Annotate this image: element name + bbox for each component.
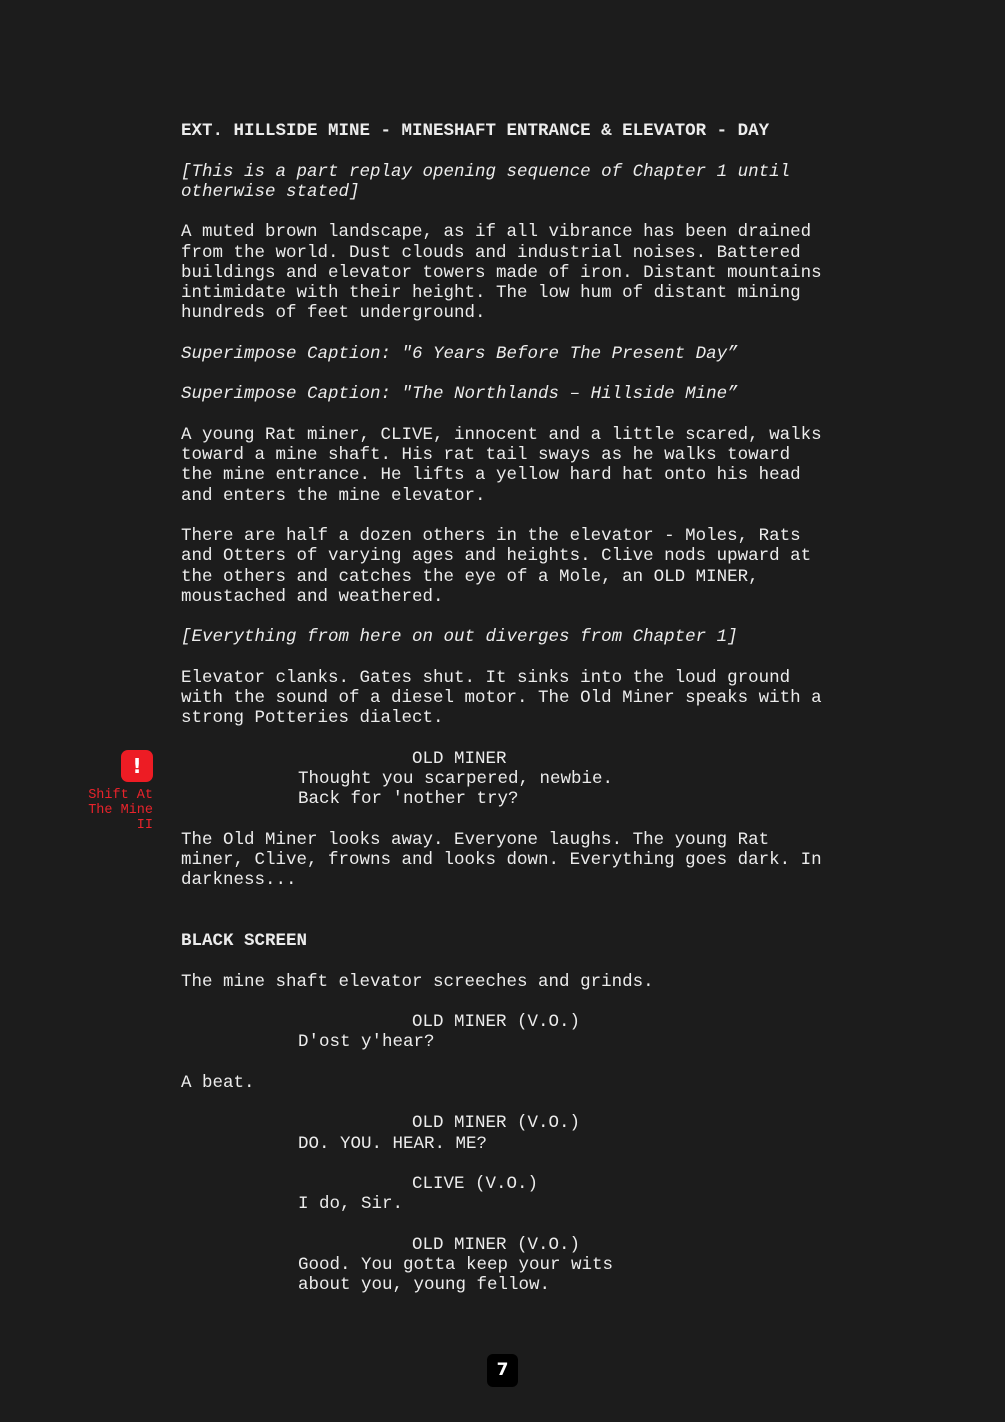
character-name: OLD MINER xyxy=(412,748,507,769)
dialogue-block xyxy=(181,749,941,810)
dialogue-line: D'ost y'hear? xyxy=(298,1032,435,1053)
caption-years-before: Superimpose Caption: "6 Years Before The Present Day” xyxy=(181,343,738,364)
margin-note[interactable] xyxy=(60,750,153,833)
dialogue-block xyxy=(181,1012,941,1053)
action-elevator: Elevator clanks. Gates shut. It sinks into the loud ground with the sound of a diesel motor. The Old Miner speaks with a strong Potteries dialect. xyxy=(181,667,822,729)
page-number: 7 xyxy=(487,1354,518,1387)
action-landscape: A muted brown landscape, as if all vibrance has been drained from the world. Dust clouds and industrial noises. Battered buildings and elevator towers made of iron. Distant mountains intimidate with their height. The low hum of distant mining hundreds of feet underground. xyxy=(181,222,822,324)
diverge-note: [Everything from here on out diverges from Chapter 1] xyxy=(181,627,738,648)
dialogue-line: Good. You gotta keep your wits about you, young fellow. xyxy=(298,1255,614,1296)
dialogue-block xyxy=(181,1174,941,1215)
script-body xyxy=(181,121,941,1316)
dialogue-block xyxy=(181,1113,941,1154)
character-name: OLD MINER (V.O.) xyxy=(412,1012,581,1032)
character-name: OLD MINER (V.O.) xyxy=(412,1113,581,1134)
margin-note-label: Shift At The Mine II xyxy=(88,788,153,833)
action-others: There are half a dozen others in the elevator - Moles, Rats and Otters of varying ages and heights. Clive nods upward at the others and catches the eye of a Mole, an OLD MINER, moustached and weathered. xyxy=(181,526,812,607)
replay-note: [This is a part replay opening sequence of Chapter 1 until otherwise stated] xyxy=(181,161,791,202)
action-beat: A beat. xyxy=(181,1072,255,1093)
action-screeches: The mine shaft elevator screeches and grinds. xyxy=(181,971,654,992)
character-name: CLIVE (V.O.) xyxy=(412,1174,539,1194)
character-name: OLD MINER (V.O.) xyxy=(412,1234,581,1255)
dialogue-line: I do, Sir. xyxy=(298,1194,404,1215)
exclamation-icon[interactable]: ! xyxy=(121,750,153,782)
dialogue-line: DO. YOU. HEAR. ME? xyxy=(298,1133,488,1154)
caption-northlands: Superimpose Caption: "The Northlands – Hillside Mine” xyxy=(181,384,738,405)
scene-heading: EXT. HILLSIDE MINE - MINESHAFT ENTRANCE & ELEVATOR - DAY xyxy=(181,121,770,141)
action-laughs: The Old Miner looks away. Everyone laughs. The young Rat miner, Clive, frowns and looks down. Everything goes dark. In darkness... xyxy=(181,829,822,891)
dialogue-block xyxy=(181,1235,941,1296)
action-clive: A young Rat miner, CLIVE, innocent and a little scared, walks toward a mine shaft. His rat tail sways as he walks toward the mine entrance. He lifts a yellow hard hat onto his head and enters the mine elevator. xyxy=(181,424,822,506)
black-screen-heading: BLACK SCREEN xyxy=(181,931,308,951)
dialogue-line: Thought you scarpered, newbie. Back for 'nother try? xyxy=(298,769,614,810)
